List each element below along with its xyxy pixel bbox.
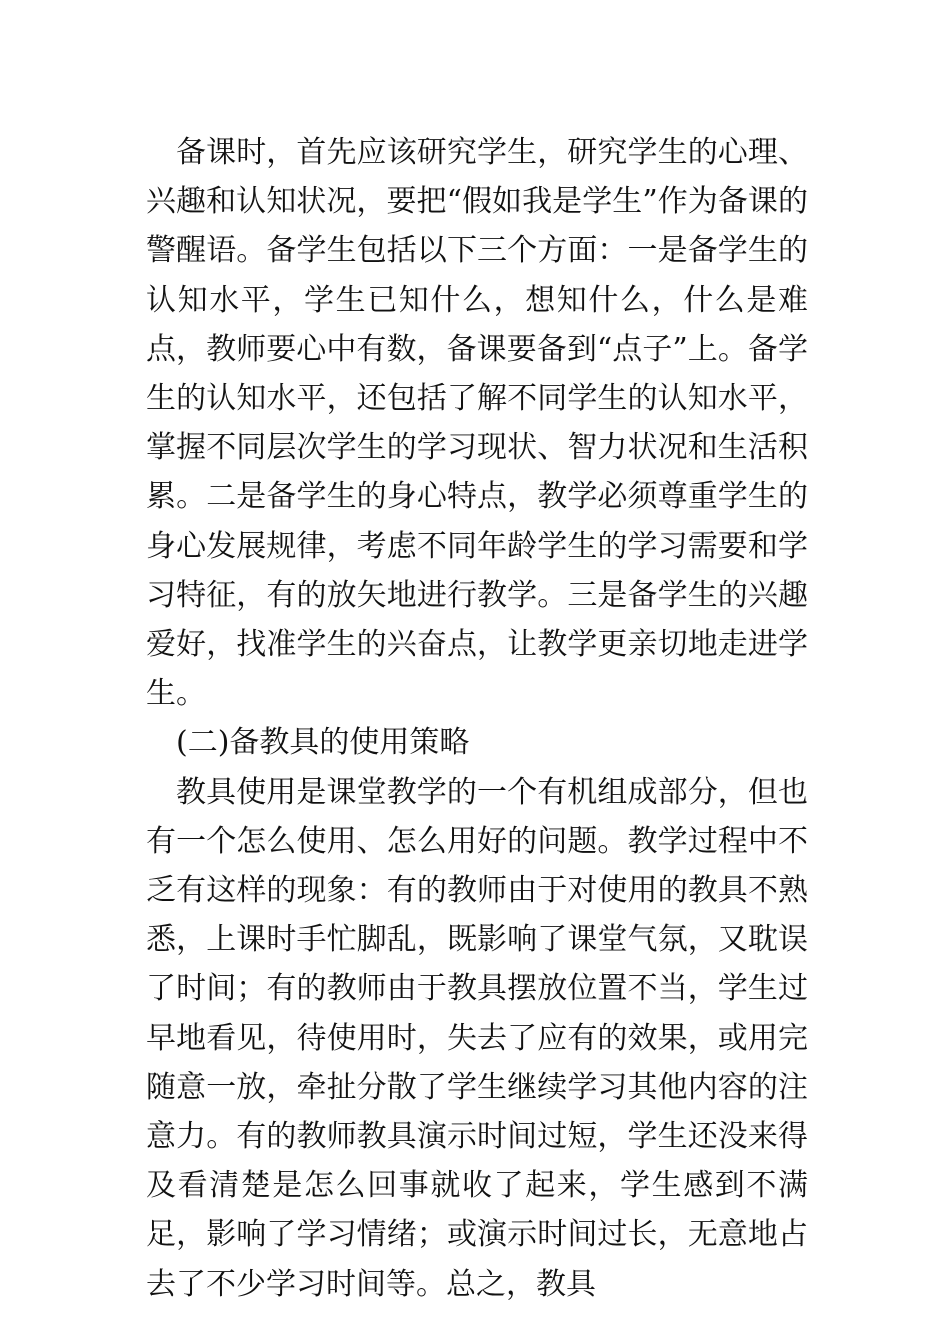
section-heading: (二)备教具的使用策略 <box>176 725 470 761</box>
paragraph-teaching-aids: 教具使用是课堂教学的一个有机组成部分，但也有一个怎么使用、怎么用好的问题。教学过程中不乏有这样的现象：有的教师由于对使用的教具不熟悉，上课时手忙脚乱，既影响了课堂气氛，又耽误了时间；有的教师由于教具摆放位置不当，学生过早地看见，待使用时，失去了应有的效果，或用完随意一放，牵扯分散了学生继续学习其他内容的注意力。有的教师教具演示时间过短，学生还没来得及看清楚是怎么回事就收了起来，学生感到不满足，影响了学习情绪；或演示时间过长，无意地占去了不少学习时间等。总之，教具 <box>146 774 808 1302</box>
document-body <box>146 128 808 1309</box>
paragraph-students: 备课时，首先应该研究学生，研究学生的心理、兴趣和认知状况，要把“假如我是学生”作为备课的警醒语。备学生包括以下三个方面：一是备学生的认知水平，学生已知什么，想知什么，什么是难点，教师要心中有数，备课要备到“点子”上。备学生的认知水平，还包括了解不同学生的认知水平，掌握不同层次学生的学习现状、智力状况和生活积累。二是备学生的身心特点，教学必须尊重学生的身心发展规律，考虑不同年龄学生的学习需要和学习特征，有的放矢地进行教学。三是备学生的兴趣爱好，找准学生的兴奋点，让教学更亲切地走进学生。 <box>146 135 808 712</box>
